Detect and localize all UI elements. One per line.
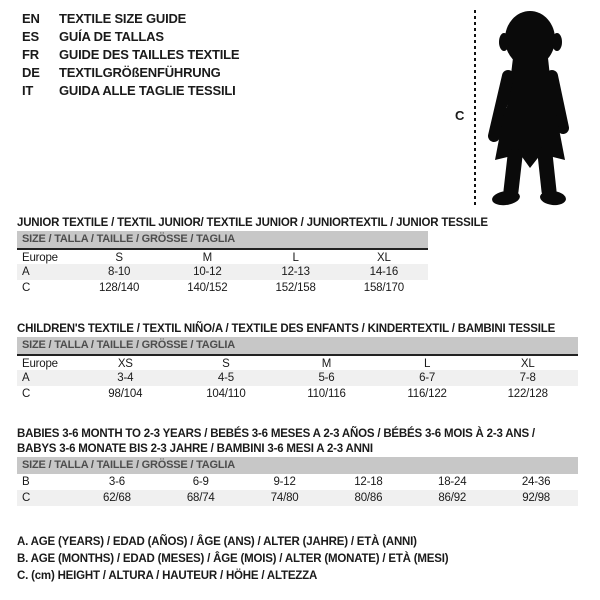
height-measure-label: C [455,108,465,123]
size-cell: XS [117,358,133,370]
size-cell: 110/116 [307,388,346,400]
table-row [17,264,428,280]
size-cell: L [292,252,299,264]
size-cell: 116/122 [407,388,447,400]
size-cell: 128/140 [99,282,140,294]
language-code: ES [22,29,39,44]
size-cell: 104/110 [206,388,246,400]
size-cell: 6-9 [192,476,209,488]
language-code: EN [22,11,40,26]
size-cell: 12-18 [354,476,383,488]
size-header-bar: SIZE / TALLA / TAILLE / GRÖSSE / TAGLIA [17,457,578,474]
language-code: FR [22,47,39,62]
table-row [17,386,578,402]
language-row [22,82,239,100]
table-row [17,248,428,264]
language-title: GUIDA ALLE TAGLIE TESSILI [59,83,236,98]
size-cell: 18-24 [438,476,467,488]
row-label: B [22,476,30,488]
table-title: BABYS 3-6 MONATE BIS 2-3 JAHRE / BAMBINI 3-6 MESI A 2-3 ANNI [17,443,373,455]
junior-textile-table [17,216,488,296]
language-row [22,10,239,28]
childrens-textile-table [17,322,578,402]
footnote: C. (cm) HEIGHT / ALTURA / HAUTEUR / HÖHE / ALTEZZA [17,570,318,582]
size-cell: 9-12 [273,476,296,488]
table-row [17,474,578,490]
language-title: TEXTILGRÖßENFÜHRUNG [59,65,221,80]
language-row [22,28,239,46]
row-label: Europe [22,358,58,370]
size-cell: 7-8 [519,372,536,384]
size-cell: XL [520,358,535,370]
language-row [22,64,239,82]
table-title: BABIES 3-6 MONTH TO 2-3 YEARS / BEBÉS 3-6 MESES A 2-3 AÑOS / BÉBÉS 3-6 MOIS À 2-3 ANS / [17,428,535,440]
size-cell: L [423,358,431,370]
table-title: JUNIOR TEXTILE / TEXTIL JUNIOR/ TEXTILE JUNIOR / JUNIORTEXTIL / JUNIOR TESSILE [17,217,488,229]
size-cell: 24-36 [521,476,551,488]
row-label: C [22,282,31,294]
size-cell: 10-12 [193,266,222,278]
measure-dashed-line [474,10,476,207]
row-label: C [22,388,31,400]
language-row [22,46,239,64]
baby-silhouette-icon [482,8,574,208]
size-cell: 92/98 [522,492,550,504]
size-cell: 98/104 [108,388,143,400]
size-cell: 68/74 [186,492,215,504]
language-title: GUIDE DES TAILLES TEXTILE [59,47,240,62]
size-cell: 3-4 [117,372,134,384]
size-header-bar: SIZE / TALLA / TAILLE / GRÖSSE / TAGLIA [17,337,578,354]
language-code: DE [22,65,40,80]
size-cell: S [222,358,230,370]
size-cell: 4-5 [217,372,234,384]
size-cell: 8-10 [108,266,131,278]
size-cell: 158/170 [363,282,404,294]
size-cell: 140/152 [187,282,228,294]
footnote: A. AGE (YEARS) / EDAD (AÑOS) / ÂGE (ANS) / ALTER (JAHRE) / ETÀ (ANNI) [17,536,417,548]
table-row [17,354,578,370]
size-cell: 122/128 [507,388,548,400]
table-row [17,280,428,296]
size-cell: XL [377,252,391,264]
footnotes [17,534,448,585]
table-row [17,370,578,386]
size-cell: 86/92 [438,492,467,504]
table-title: CHILDREN'S TEXTILE / TEXTIL NIÑO/A / TEXTILE DES ENFANTS / KINDERTEXTIL / BAMBINI TESSILE [17,323,556,335]
size-cell: 62/68 [103,492,131,504]
row-label: Europe [22,252,58,264]
row-label: A [22,372,30,384]
row-label: A [22,266,30,278]
size-cell: S [115,252,123,264]
size-cell: M [202,252,213,264]
babies-textile-table [17,427,578,506]
size-header-bar: SIZE / TALLA / TAILLE / GRÖSSE / TAGLIA [17,231,428,248]
size-cell: 74/80 [270,492,299,504]
size-cell: 152/158 [275,282,316,294]
language-title: GUÍA DE TALLAS [59,29,164,44]
size-cell: 12-13 [281,266,310,278]
table-row [17,490,578,506]
size-cell: 5-6 [318,372,335,384]
language-list [22,10,239,100]
size-cell: M [321,358,332,370]
size-cell: 14-16 [369,266,399,278]
language-code: IT [22,83,34,98]
size-cell: 80/86 [354,492,383,504]
footnote: B. AGE (MONTHS) / EDAD (MESES) / ÂGE (MOIS) / ALTER (MONATE) / ETÀ (MESI) [17,553,449,565]
language-title: TEXTILE SIZE GUIDE [59,11,187,26]
size-cell: 3-6 [108,476,125,488]
row-label: C [22,492,31,504]
size-cell: 6-7 [419,372,436,384]
